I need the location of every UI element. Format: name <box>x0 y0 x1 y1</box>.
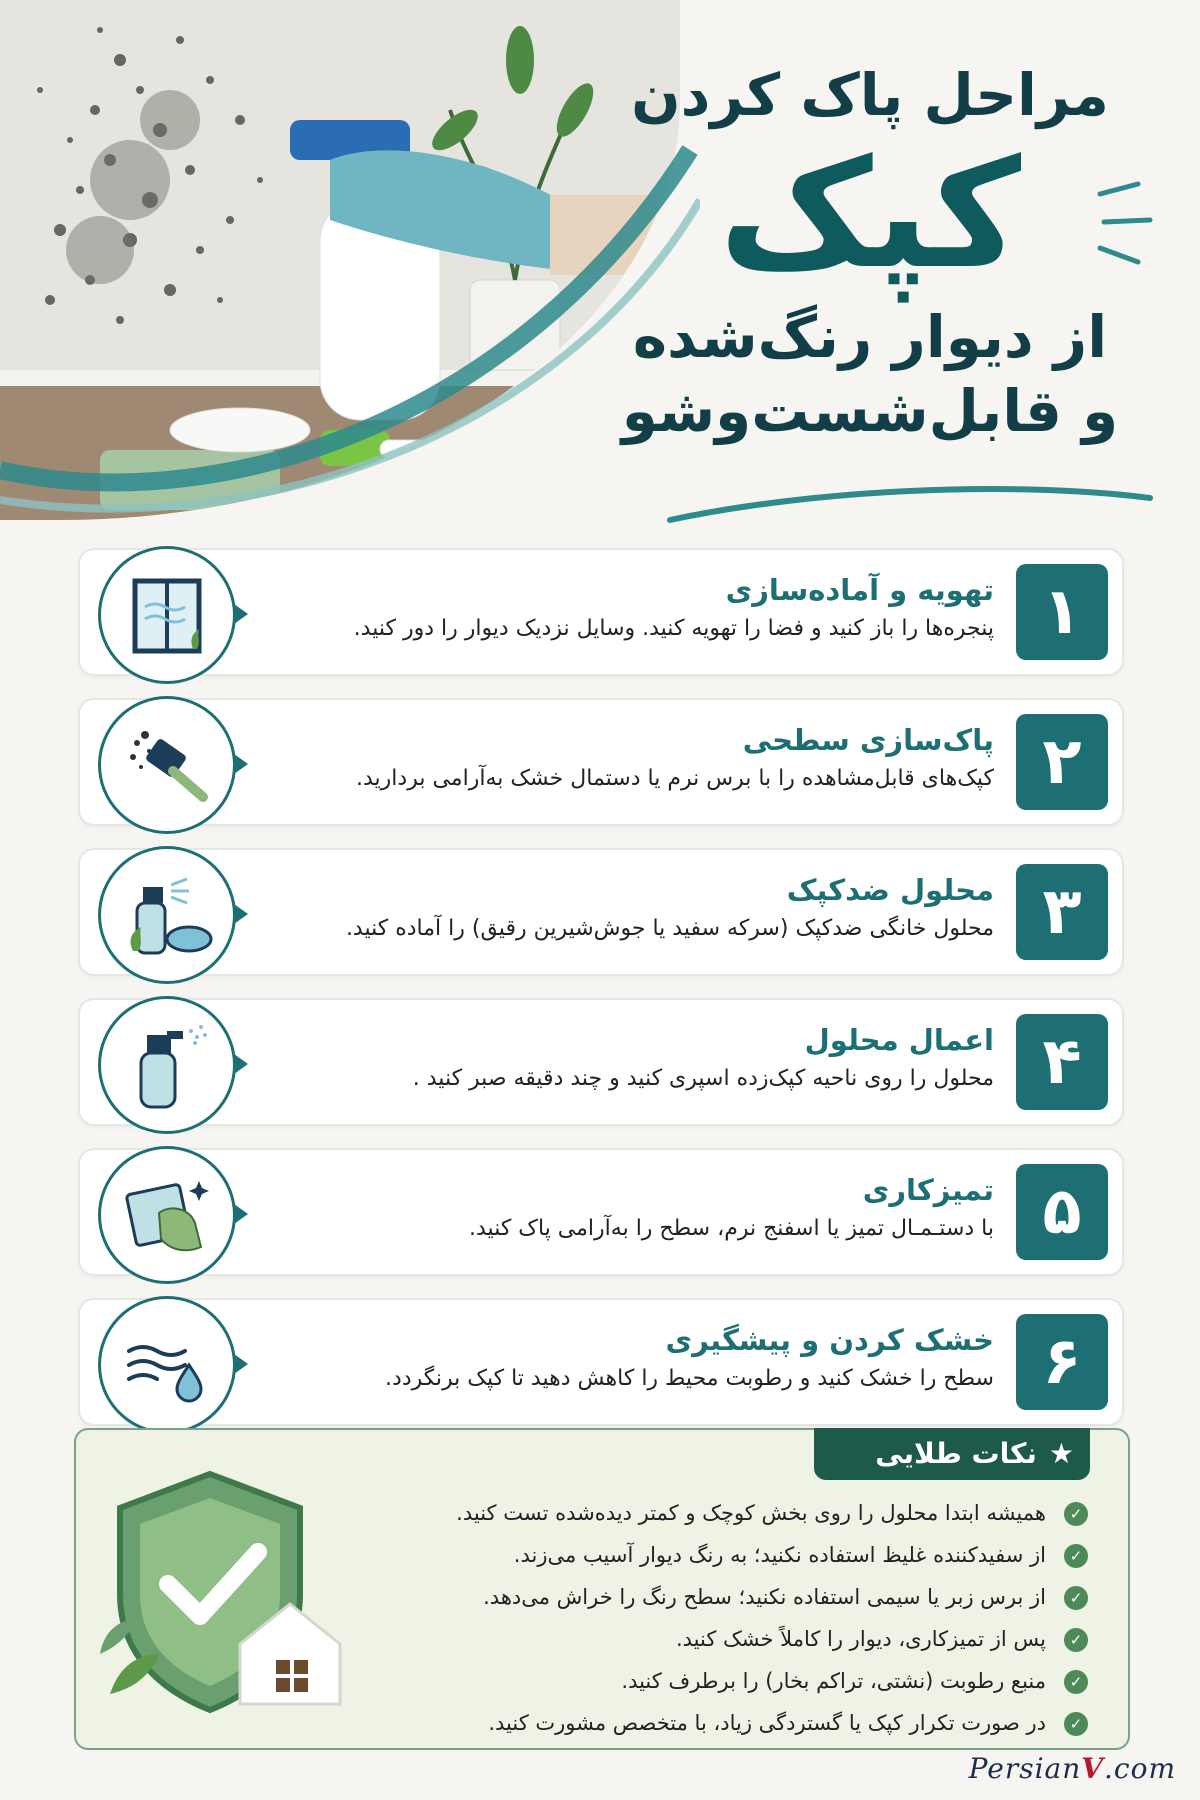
spray-bottle-icon <box>98 996 236 1134</box>
check-icon: ✓ <box>1064 1502 1088 1526</box>
list-item: ✓همیشه ابتدا محلول را روی بخش کوچک و کمتر دیده‌شده تست کنید. <box>358 1492 1088 1534</box>
check-icon: ✓ <box>1064 1670 1088 1694</box>
arrow-icon <box>234 754 248 774</box>
star-icon: ★ <box>1048 1437 1074 1470</box>
title-underline <box>660 480 1160 530</box>
step-number: ۶ <box>1016 1314 1108 1410</box>
step-card-2 <box>78 698 1124 826</box>
list-item: ✓پس از تمیزکاری، دیوار را کاملاً خشک کنید. <box>358 1618 1088 1660</box>
tips-heading: نکات طلایی <box>875 1437 1037 1470</box>
title-line-3: از دیوار رنگ‌شده <box>632 303 1108 371</box>
step-card-1 <box>78 548 1124 676</box>
window-icon <box>98 546 236 684</box>
step-number: ۴ <box>1016 1014 1108 1110</box>
title-line-2: کپک <box>718 128 1022 302</box>
tips-header <box>814 1428 1090 1480</box>
golden-tips-box <box>74 1428 1130 1750</box>
brush-icon <box>98 696 236 834</box>
title-block <box>590 60 1150 448</box>
step-card-6 <box>78 1298 1124 1426</box>
step-description: کپک‌های قابل‌مشاهده را با برس نرم یا دستمال خشک به‌آرامی بردارید. <box>356 766 994 791</box>
glove-cloth-icon <box>98 1146 236 1284</box>
list-item: ✓در صورت تکرار کپک یا گستردگی زیاد، با متخصص مشورت کنید. <box>358 1702 1088 1744</box>
check-icon: ✓ <box>1064 1712 1088 1736</box>
site-logo: PersianV.com <box>968 1752 1176 1785</box>
step-description: پنجره‌ها را باز کنید و فضا را تهویه کنید. وسایل نزدیک دیوار را دور کنید. <box>353 616 994 641</box>
step-title: خشک کردن و پیشگیری <box>665 1323 994 1357</box>
step-number: ۳ <box>1016 864 1108 960</box>
step-number: ۵ <box>1016 1164 1108 1260</box>
title-line-4: و قابل‌شست‌وشو <box>621 377 1119 445</box>
arrow-icon <box>234 1054 248 1074</box>
air-drop-icon <box>98 1296 236 1434</box>
list-item: ✓از برس زبر یا سیمی استفاده نکنید؛ سطح رنگ را خراش می‌دهد. <box>358 1576 1088 1618</box>
arrow-icon <box>234 1354 248 1374</box>
step-title: محلول ضدکپک <box>786 873 994 907</box>
step-title: پاک‌سازی سطحی <box>742 723 994 757</box>
arrow-icon <box>234 604 248 624</box>
steps-list <box>78 548 1124 1448</box>
step-number: ۲ <box>1016 714 1108 810</box>
step-title: تمیزکاری <box>862 1173 994 1207</box>
spray-bowl-icon <box>98 846 236 984</box>
step-description: با دستـمـال تمیز یا اسفنج نرم، سطح را به‌آرامی پاک کنید. <box>469 1216 994 1241</box>
tips-list <box>358 1492 1088 1744</box>
step-description: محلول خانگی ضدکپک (سرکه سفید یا جوش‌شیرین رقیق) را آماده کنید. <box>345 916 994 941</box>
check-icon: ✓ <box>1064 1628 1088 1652</box>
list-item: ✓از سفیدکننده غلیظ استفاده نکنید؛ به رنگ دیوار آسیب می‌زند. <box>358 1534 1088 1576</box>
title-line-1: مراحل پاک کردن <box>631 61 1109 129</box>
step-title: تهویه و آماده‌سازی <box>725 573 994 607</box>
step-description: سطح را خشک کنید و رطوبت محیط را کاهش دهید تا کپک برنگردد. <box>385 1366 994 1391</box>
step-card-5 <box>78 1148 1124 1276</box>
check-icon: ✓ <box>1064 1586 1088 1610</box>
check-icon: ✓ <box>1064 1544 1088 1568</box>
step-title: اعمال محلول <box>804 1023 994 1057</box>
list-item: ✓منبع رطوبت (نشتی، تراکم بخار) را برطرف کنید. <box>358 1660 1088 1702</box>
step-description: محلول را روی ناحیه کپک‌زده اسپری کنید و چند دقیقه صبر کنید . <box>412 1066 994 1091</box>
arrow-icon <box>234 904 248 924</box>
step-card-4 <box>78 998 1124 1126</box>
step-number: ۱ <box>1016 564 1108 660</box>
shield-home-icon <box>90 1454 360 1724</box>
accent-lines-icon <box>1094 180 1154 270</box>
step-card-3 <box>78 848 1124 976</box>
arrow-icon <box>234 1204 248 1224</box>
